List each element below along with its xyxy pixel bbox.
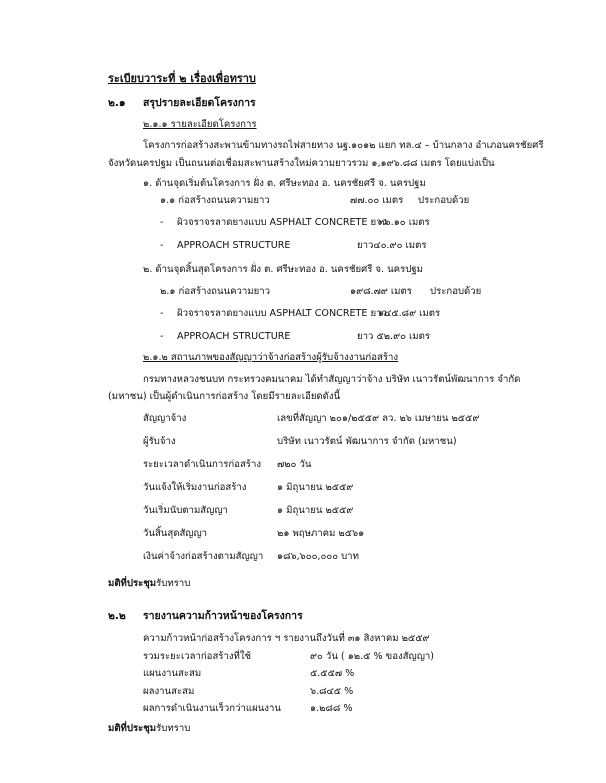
agenda-title: ระเบียบวาระที่ ๒ เรื่องเพื่อทราบ xyxy=(108,72,256,85)
item-2-bullet-1-label: ผิวจราจรลาดยางแบบ ASPHALT CONCRETE ยาว xyxy=(177,308,387,319)
contract-value: บริษัท เนาวรัตน์ พัฒนาการ จำกัด (มหาชน) xyxy=(277,436,457,447)
bullet-dash: - xyxy=(160,308,164,319)
contract-label: ระยะเวลาดำเนินการก่อสร้าง xyxy=(143,459,262,470)
item-1-bullet-2-value: ยาว๔๐.๙๐ เมตร xyxy=(357,240,427,251)
progress-header: ความก้าวหน้าก่อสร้างโครงการ ฯ รายงานถึงวันที่ ๓๑ สิงหาคม ๒๕๕๙ xyxy=(143,633,430,644)
contract-label: วันเริ่มนับตามสัญญา xyxy=(143,505,228,516)
contract-value: เลขที่สัญญา ๒๐๑/๒๕๕๙ ลว. ๒๖ เมษายน ๒๕๕๙ xyxy=(277,413,480,424)
progress-value: ๙๐ วัน ( ๑๒.๕ % ของสัญญา) xyxy=(310,651,434,662)
item-1-bullet-1-value: ๓๖.๑๐ เมตร xyxy=(378,217,430,228)
section-2-1-number: ๒.๑ xyxy=(108,97,126,109)
intro-line-2: จังหวัดนครปฐม เป็นถนนต่อเชื่อมสะพานสร้างใหม่ความยาวรวม ๑,๑๙๖.๘๘ เมตร โดยแบ่งเป็น xyxy=(108,158,495,169)
progress-label: รวมระยะเวลาก่อสร้างที่ใช้ xyxy=(143,651,252,662)
item-1-bullet-1-label: ผิวจราจรลาดยางแบบ ASPHALT CONCRETE ยาว xyxy=(177,217,387,228)
progress-label: ผลงานสะสม xyxy=(143,686,195,697)
intro-line-1: โครงการก่อสร้างสะพานข้ามทางรถไฟสายทาง นฐ.๑๐๑๒ แยก ทล.๔ – บ้านกลาง อำเภอนครชัยศรี xyxy=(143,140,544,151)
item-1-bullet-2-label: APPROACH STRUCTURE xyxy=(177,240,291,251)
contract-label: เงินค่าจ้างก่อสร้างตามสัญญา xyxy=(143,551,264,562)
resolution-2-2: มติที่ประชุมรับทราบ xyxy=(108,723,191,734)
section-2-2-title: รายงานความก้าวหน้าของโครงการ xyxy=(143,610,303,622)
resolution-2-1: มติที่ประชุมรับทราบ xyxy=(108,578,191,589)
bullet-dash: - xyxy=(160,217,164,228)
subsection-2-1-1-heading: ๒.๑.๑ รายละเอียดโครงการ xyxy=(143,119,257,130)
contract-label: ผู้รับจ้าง xyxy=(143,436,176,447)
contract-value: ๑๘๖,๖๐๐,๐๐๐ บาท xyxy=(277,551,359,562)
item-1-title: ๑. ด้านจุดเริ่มต้นโครงการ ฝั่ง ต. ศรีษะทอง อ. นครชัยศรี จ. นครปฐม xyxy=(143,178,426,189)
item-1-1-label: ๑.๑ ก่อสร้างถนนความยาว xyxy=(160,195,270,206)
contract-intro-line-1: กรมทางหลวงชนบท กระทรวงคมนาคม ได้ทำสัญญาว่าจ้าง บริษัท เนาวรัตน์พัฒนาการ จำกัด xyxy=(143,374,521,385)
item-2-title: ๒. ด้านจุดสิ้นสุดโครงการ ฝั่ง ต. ศรีษะทอง อ. นครชัยศรี จ. นครปฐม xyxy=(143,264,423,275)
progress-value: ๕.๕๕๗ % xyxy=(310,668,355,679)
contract-label: วันแจ้งให้เริ่มงานก่อสร้าง xyxy=(143,482,247,493)
item-2-bullet-1-value: ๑๔๕.๘๙ เมตร xyxy=(378,308,441,319)
progress-label: แผนงานสะสม xyxy=(143,668,202,679)
bullet-dash: - xyxy=(160,331,164,342)
contract-value: ๒๑ พฤษภาคม ๒๕๖๑ xyxy=(277,528,365,539)
contract-label: สัญญาจ้าง xyxy=(143,413,187,424)
item-2-1-note: ประกอบด้วย xyxy=(430,286,482,297)
contract-intro-line-2: (มหาชน) เป็นผู้ดำเนินการก่อสร้าง โดยมีรายละเอียดดังนี้ xyxy=(108,391,341,402)
section-2-1-title: สรุปรายละเอียดโครงการ xyxy=(143,97,256,109)
contract-label: วันสิ้นสุดสัญญา xyxy=(143,528,208,539)
item-2-bullet-2-label: APPROACH STRUCTURE xyxy=(177,331,291,342)
progress-value: ๖.๘๔๕ % xyxy=(310,686,354,697)
section-2-2-number: ๒.๒ xyxy=(108,610,126,622)
progress-label: ผลการดำเนินงานเร็วกว่าแผนงาน xyxy=(143,703,281,714)
progress-value: ๑.๒๘๘ % xyxy=(310,703,353,714)
contract-value: ๑ มิถุนายน ๒๕๕๙ xyxy=(277,482,354,493)
item-2-1-label: ๒.๑ ก่อสร้างถนนความยาว xyxy=(160,286,271,297)
contract-value: ๗๒๐ วัน xyxy=(277,459,312,470)
contract-value: ๑ มิถุนายน ๒๕๕๙ xyxy=(277,505,354,516)
item-1-1-value: ๗๗.๐๐ เมตร xyxy=(350,195,404,206)
item-2-bullet-2-value: ยาว ๕๒.๙๐ เมตร xyxy=(357,331,430,342)
item-1-1-note: ประกอบด้วย xyxy=(418,195,470,206)
subsection-2-1-2-heading: ๒.๑.๒ สถานภาพของสัญญาว่าจ้างก่อสร้างผู้รับจ้างงานก่อสร้าง xyxy=(143,352,399,363)
item-2-1-value: ๑๙๘.๗๙ เมตร xyxy=(350,286,412,297)
bullet-dash: - xyxy=(160,240,164,251)
